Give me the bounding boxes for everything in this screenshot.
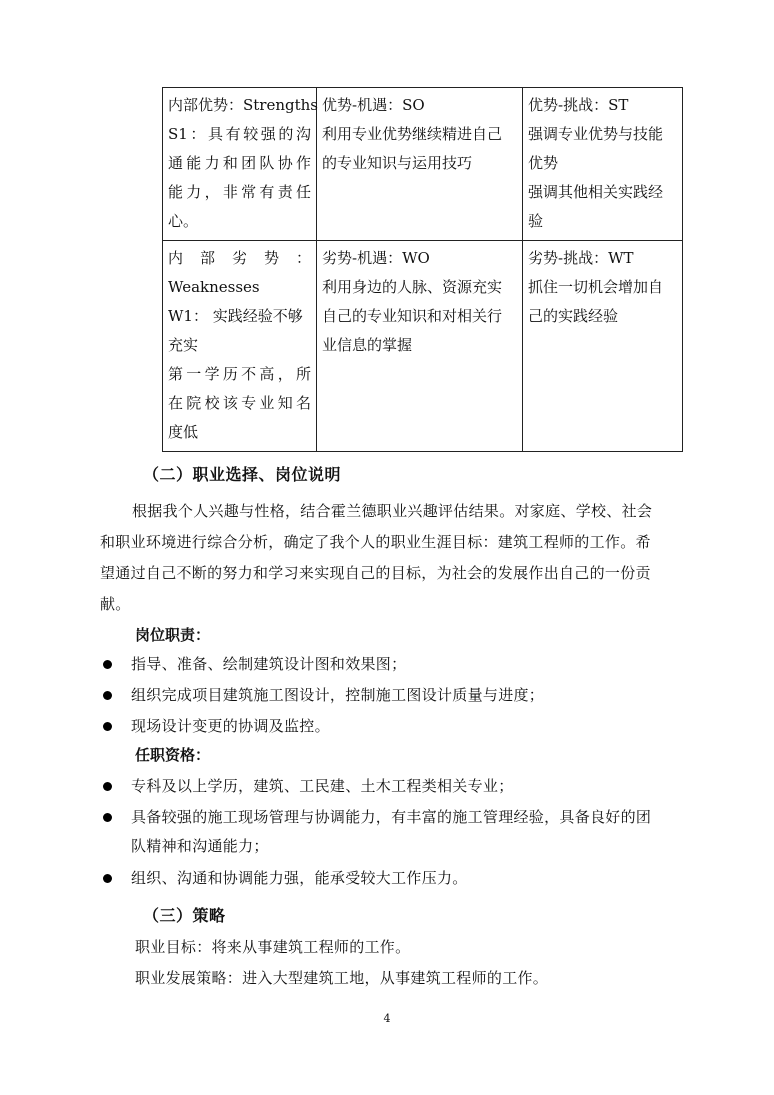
swot-row-weaknesses [163, 241, 683, 452]
duty-item [103, 649, 681, 680]
cell-line: 劣势-挑战：WT [528, 249, 634, 267]
swot-table [162, 87, 683, 452]
career-paragraph [100, 496, 678, 620]
bullet-icon [103, 691, 112, 700]
cell-line: 通能力和团队协作 [168, 154, 311, 172]
cell-weaknesses [163, 241, 317, 452]
cell-line: 强调其他相关实践经 [528, 183, 664, 201]
cell-line: 自己的专业知识和对相关行 [322, 307, 503, 325]
career-strategy: 职业发展策略：进入大型建筑工地，从事建筑工程师的工作。 [135, 969, 549, 987]
qualification-text: 队精神和沟通能力； [131, 837, 269, 855]
qualifications-heading: 任职资格： [135, 746, 211, 764]
page-number: 4 [383, 1012, 391, 1025]
qualification-item [103, 802, 681, 833]
section-heading-strategy: （三）策略 [143, 906, 226, 925]
qualification-continuation [103, 831, 681, 862]
bullet-icon [103, 874, 112, 883]
duties-heading: 岗位职责： [135, 626, 211, 644]
cell-line: 劣势-机遇：WO [322, 249, 430, 267]
paragraph-line: 望通过自己不断的努力和学习来实现自己的目标，为社会的发展作出自己的一份贡 [100, 564, 651, 582]
cell-line: 能力，非常有责任 [168, 183, 311, 201]
section-heading-career-choice: （二）职业选择、岗位说明 [143, 465, 342, 484]
cell-line: 度低 [168, 423, 199, 441]
cell-line: 抓住一切机会增加自 [528, 278, 664, 296]
cell-line: 利用身边的人脉、资源充实 [322, 278, 503, 296]
cell-line: Weaknesses [168, 278, 260, 296]
cell-line: 内 部 劣 势 ： [168, 249, 311, 267]
duty-text: 现场设计变更的协调及监控。 [131, 717, 330, 735]
cell-wo [317, 241, 523, 452]
qualification-item [103, 771, 681, 802]
bullet-icon [103, 722, 112, 731]
career-goal: 职业目标：将来从事建筑工程师的工作。 [135, 938, 411, 956]
qualification-item [103, 863, 681, 894]
qualification-text: 具备较强的施工现场管理与协调能力，有丰富的施工管理经验，具备良好的团 [131, 808, 652, 826]
cell-line: 优势-挑战：ST [528, 96, 629, 114]
qualification-text: 专科及以上学历，建筑、工民建、土木工程类相关专业； [131, 777, 514, 795]
cell-so [317, 88, 523, 241]
cell-line: 业信息的掌握 [322, 336, 413, 354]
duty-text: 指导、准备、绘制建筑设计图和效果图； [131, 655, 407, 673]
cell-line: 验 [528, 212, 544, 230]
cell-line: 优势-机遇：SO [322, 96, 425, 114]
cell-strengths [163, 88, 317, 241]
bullet-icon [103, 813, 112, 822]
cell-line: 心。 [168, 212, 199, 230]
cell-line: 第一学历不高，所 [168, 365, 311, 383]
cell-line: 优势 [528, 154, 559, 172]
paragraph-line: 根据我个人兴趣与性格，结合霍兰德职业兴趣评估结果。对家庭、学校、社会 [132, 502, 653, 520]
bullet-icon [103, 782, 112, 791]
cell-line: 内部优势：Strengths [168, 96, 319, 114]
paragraph-line: 和职业环境进行综合分析，确定了我个人的职业生涯目标：建筑工程师的工作。希 [100, 533, 651, 551]
swot-row-strengths [163, 88, 683, 241]
bullet-icon [103, 660, 112, 669]
duty-text: 组织完成项目建筑施工图设计，控制施工图设计质量与进度； [131, 686, 545, 704]
cell-line: 的专业知识与运用技巧 [322, 154, 473, 172]
duty-item [103, 711, 681, 742]
duty-item [103, 680, 681, 711]
cell-line: 在院校该专业知名 [168, 394, 311, 412]
qualification-text: 组织、沟通和协调能力强，能承受较大工作压力。 [131, 869, 468, 887]
cell-line: 充实 [168, 336, 199, 354]
cell-line: S1：具有较强的沟 [168, 125, 311, 143]
cell-line: W1： 实践经验不够 [168, 307, 303, 325]
paragraph-line: 献。 [100, 595, 131, 613]
cell-wt [523, 241, 683, 452]
cell-line: 利用专业优势继续精进自己 [322, 125, 503, 143]
cell-line: 强调专业优势与技能 [528, 125, 664, 143]
cell-st [523, 88, 683, 241]
cell-line: 己的实践经验 [528, 307, 619, 325]
